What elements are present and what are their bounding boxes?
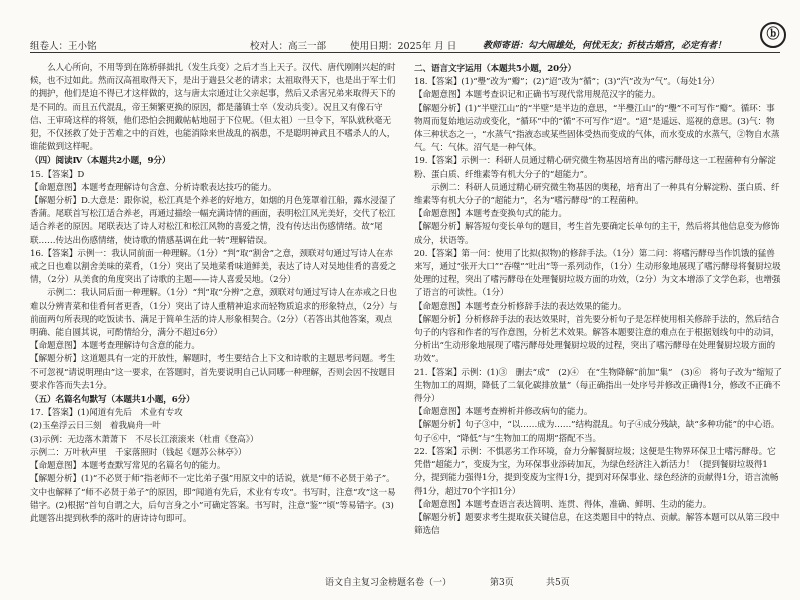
- answer-line: 【命题意图】本题考查分析修辞手法的表达效果的能力。: [414, 301, 627, 312]
- answer-line: (3)示例：无边落木萧萧下 不尽长江滚滚来（杜甫《登高》）: [30, 434, 259, 445]
- answer-line: 17.【答案】(1)闻道有先后 术业有专攻: [30, 408, 183, 419]
- answer-line: 【命题意图】本题考查语言表达简明、连贯、得体，准确、鲜明、生动的能力。: [414, 499, 712, 510]
- proofreader-label: 校对人：高三一部: [250, 41, 327, 52]
- page-header: [0, 30, 800, 52]
- answer-line: 【命题意图】本题考查默写常见的名篇名句的能力。: [30, 461, 226, 472]
- answer-line: 【命题意图】本题考查识记和正确书写现代常用规范汉字的能力。: [414, 90, 661, 101]
- right-column: [414, 62, 782, 572]
- answer-line: 【解题分析】题要求考生提取获关键信息，在这类题目中的特点、贡献。解答本题可以从第三段中筛选信: [414, 512, 780, 537]
- left-column: [30, 62, 398, 572]
- header-divider: [30, 52, 780, 53]
- paragraph: 示例二：我认同后面一种理解。（1分）“判”取“分辨”之意，颈联对句通过写诗人在赤戒之日也难以分辨青菜和佳肴何者更香，（1分）突出了诗人重精神追求而轻物质追求的形象特点，（2分）与前面两句所表现的吃饭读书、满足于简单生活的诗人形象相契合。（2分）（若答出其他答案，观点明确、能自圆其说，可酌情给分，满分不超过6分）: [30, 288, 398, 339]
- section-heading: （五）名篇名句默写（本题共1小题，6分）: [30, 395, 195, 406]
- teacher-motto: 教师寄语：勾大闹雄处，何忧无友；折枝古婚宫，必定有者！: [483, 41, 727, 51]
- answer-line: 【命题意图】本题考查理解诗句含意的能力。: [30, 341, 200, 352]
- section-heading: （四）阅读Ⅳ（本题共2小题，9分）: [30, 156, 171, 167]
- usage-date: 使用日期：2025年 月 日: [350, 41, 457, 52]
- answer-line: 【解题分析】解答短句变长单句的题目，考生首先要确定长单句的主干，然后将其他信息变为修饰成分，状语等。: [414, 222, 780, 246]
- logo-icon: ⓑ: [760, 22, 786, 48]
- answer-line: 16.【答案】示例一：我认同前面一种理解。（1分）“判”取“割舍”之意，颈联对句通过写诗人在赤戒之日也难以割舍美味的菜肴，（1分）突出了吴地菜肴味道鲜美，表达了诗人对吴地佳肴的喜爱之情，（2分）从美食的角度突出了诗歌的主题——诗人喜爱吴地。（2分）: [30, 248, 397, 286]
- answer-line: 15.【答案】D: [30, 169, 85, 180]
- paragraph: 么人心所向，不用等到在陈桥驿拙扎（发生兵变）之后才当上天子。汉代、唐代刚刚兴起的时候，也不过如此。然而汉高祖取得天下，是出于遄县父老的请求；太祖取得天下，也是出于军士们的拥护，他们是迫不得已才这样做的，这与唐太宗通过让父亲起事，然后又杀害兄弟来取得天下的是不同的。而且五代混乱，帝王频繁更换的原因，都是藩镇士卒（发动兵变）。况且又有像石守信、王审琦这样的将领，他们恐怕会拥戴帖帖地屈于下位呢。（但太祖）一旦令下，军队就秋毫无犯，不仅拯救了处于苦难之中的百姓，也能消除来世战乱的祸患，不是聪明神武且不嗜杀人的人，谁能做到这样呢。: [30, 63, 396, 153]
- answer-line: 【解题分析】这道题具有一定的开放性，解题时，考生要结合上下文和诗歌的主题思考问题。考生不可忽视“请说明理由”这一要求，在答题时，首先要说明自己认同哪一种理解，否则会因不按题目要求作答而失去1分。: [30, 354, 396, 391]
- answer-line: 示例二：万叶秋声里 千家落照时（钱起《题苏公林亭》）: [30, 447, 247, 458]
- page-number: 第3页: [490, 578, 514, 588]
- compiler-label: 组卷人：王小铭: [30, 41, 97, 52]
- answer-line: 18.【答案】(1)“璺”改为“瓣”；(2)“迢”改为“循”；(3)“汽”改为“气”。（每处1分）: [414, 77, 720, 88]
- answer-line: 21.【答案】示例：(1)③ 删去“成” (2)④ 在“生物降解”前加“集” (3)⑥ 将句子改为“缩短了生物加工的周期，降低了二氧化碳排放量”（每正确指出一处序号并修改正确得1分，修改不正确不得分）: [414, 367, 782, 405]
- answer-line: 【解题分析】(1)“不必贤于师”指老师不一定比弟子强”用原文中的话说，就是“师不必贤于弟子”。文中也解释了“师不必贤于弟子”的原因，即“闻道有先后，术业有专攻”。书写时，注意“攻”这一易错字。(2)根据“首句自谓之大，后句言身之小”可确定答案。书写时，注意“鉴”“顷”等易错字。(3)此题答出提到秋季的落叶的唐诗诗句即可。: [30, 474, 396, 524]
- answer-line: (2)玉垒浮云日三刻 着我扁舟一叶: [30, 421, 161, 432]
- answer-line: 【解题分析】D.大意是：跟你说，松江真是个养老的好地方，如烟的月色笼罩着江船，露水浸湿了香蒲。尾联首写松江适合养老，再通过描绘一幅充满诗情的画面，表明松江风光美好，交代了松江适合养老的原因。尾联表达了诗人对松江和松江风物的喜爱之情，没有传达出伤感情绪。故“尾联……传达出伤感情绪，使诗歌的情感基调在此一转”理解错误。: [30, 196, 396, 246]
- answer-line: 【解题分析】(1)“半壁江山”的“半壁”是半边的意思，“半璺江山”的“璺”不可写作“瓣”。循环：事物周而复始地运动或变化，“循环”中的“循”不可写作“迢”。“迢”是遥远、巡视的意思。(3)气：物体三种状态之一，“水蒸气”指液态或某些固体受热而变成的气体，而水变成的水蒸气，②物自水蒸气。气：气体。沼气是一种气体。: [414, 103, 780, 154]
- footer-title: 语文自主复习金榜题名卷（一）: [325, 578, 452, 588]
- section-heading: 二、语言文字运用（本题共5小题，20分）: [414, 64, 577, 74]
- page-total: 共5页: [546, 578, 570, 588]
- answer-line: 19.【答案】示例一：科研人员通过精心研究微生物基因培育出的嗜污酵母这一工程菌种有分解淀粉、蛋白质、纤维素等有机大分子的“超能力”。: [414, 156, 776, 180]
- answer-line: 【命题意图】本题考查理解诗句含意、分析诗歌表达技巧的能力。: [30, 182, 277, 193]
- answer-line: 【解题分析】分析修辞手法的表达效果时，首先要分析句子是怎样使用相关修辞手法的，然后结合句子的内容和作者的写作意图，分析艺术效果。解答本题要注意的难点在于根据划线句中的动词，分析出“生动形象地展现了嗜污酵母处理餐厨垃圾的过程，突出了嗜污酵母在处理餐厨垃圾方面的功效”。: [414, 314, 780, 365]
- answer-line: 【命题意图】本题考查辨析并修改病句的能力。: [414, 407, 593, 418]
- answer-line: 【命题意图】本题考查变换句式的能力。: [414, 209, 567, 220]
- answer-line: 22.【答案】示例：不惧恶劣工作环境，奋力分解餐厨垃圾；这便是生物界环保卫士嗜污酵母。它凭借“超能力”，变废为宝，为环保事业添砖加瓦，为绿色经济注入新活力！（提到餐厨垃圾得1分，提到能力强得1分，提到变废为宝得1分，提到对环保事业、绿色经济的贡献得1分，语言流畅得1分，超过70个字扣1分）: [414, 446, 779, 497]
- paragraph: 示例二：科研人员通过精心研究微生物基因的奥秘，培育出了一种具有分解淀粉、蛋白质、纤维素等有机大分子的“超能力”，名为“嗜污酵母”的工程菌种。: [414, 182, 780, 207]
- answer-line: 20.【答案】第一问：使用了比拟(拟物)的修辞手法。（1分）第二问：将嗜污酵母当作饥饿的猛兽来写，通过“张开大口”“吞噬”“吐出”等一系列动作，（1分）生动形象地展现了嗜污酵母将餐厨垃圾处理的过程，突出了嗜污酵母在处理餐厨垃圾方面的功效，（2分）为文本增添了文学色彩，也增强了语言的可读性。（1分）: [414, 248, 781, 299]
- answer-line: 【解题分析】句子③中，“以……成为……”结构混乱。句子④成分残缺，缺“多种功能”的中心语。句子⑥中，“降低”与“生物加工的周期”搭配不当。: [414, 420, 780, 444]
